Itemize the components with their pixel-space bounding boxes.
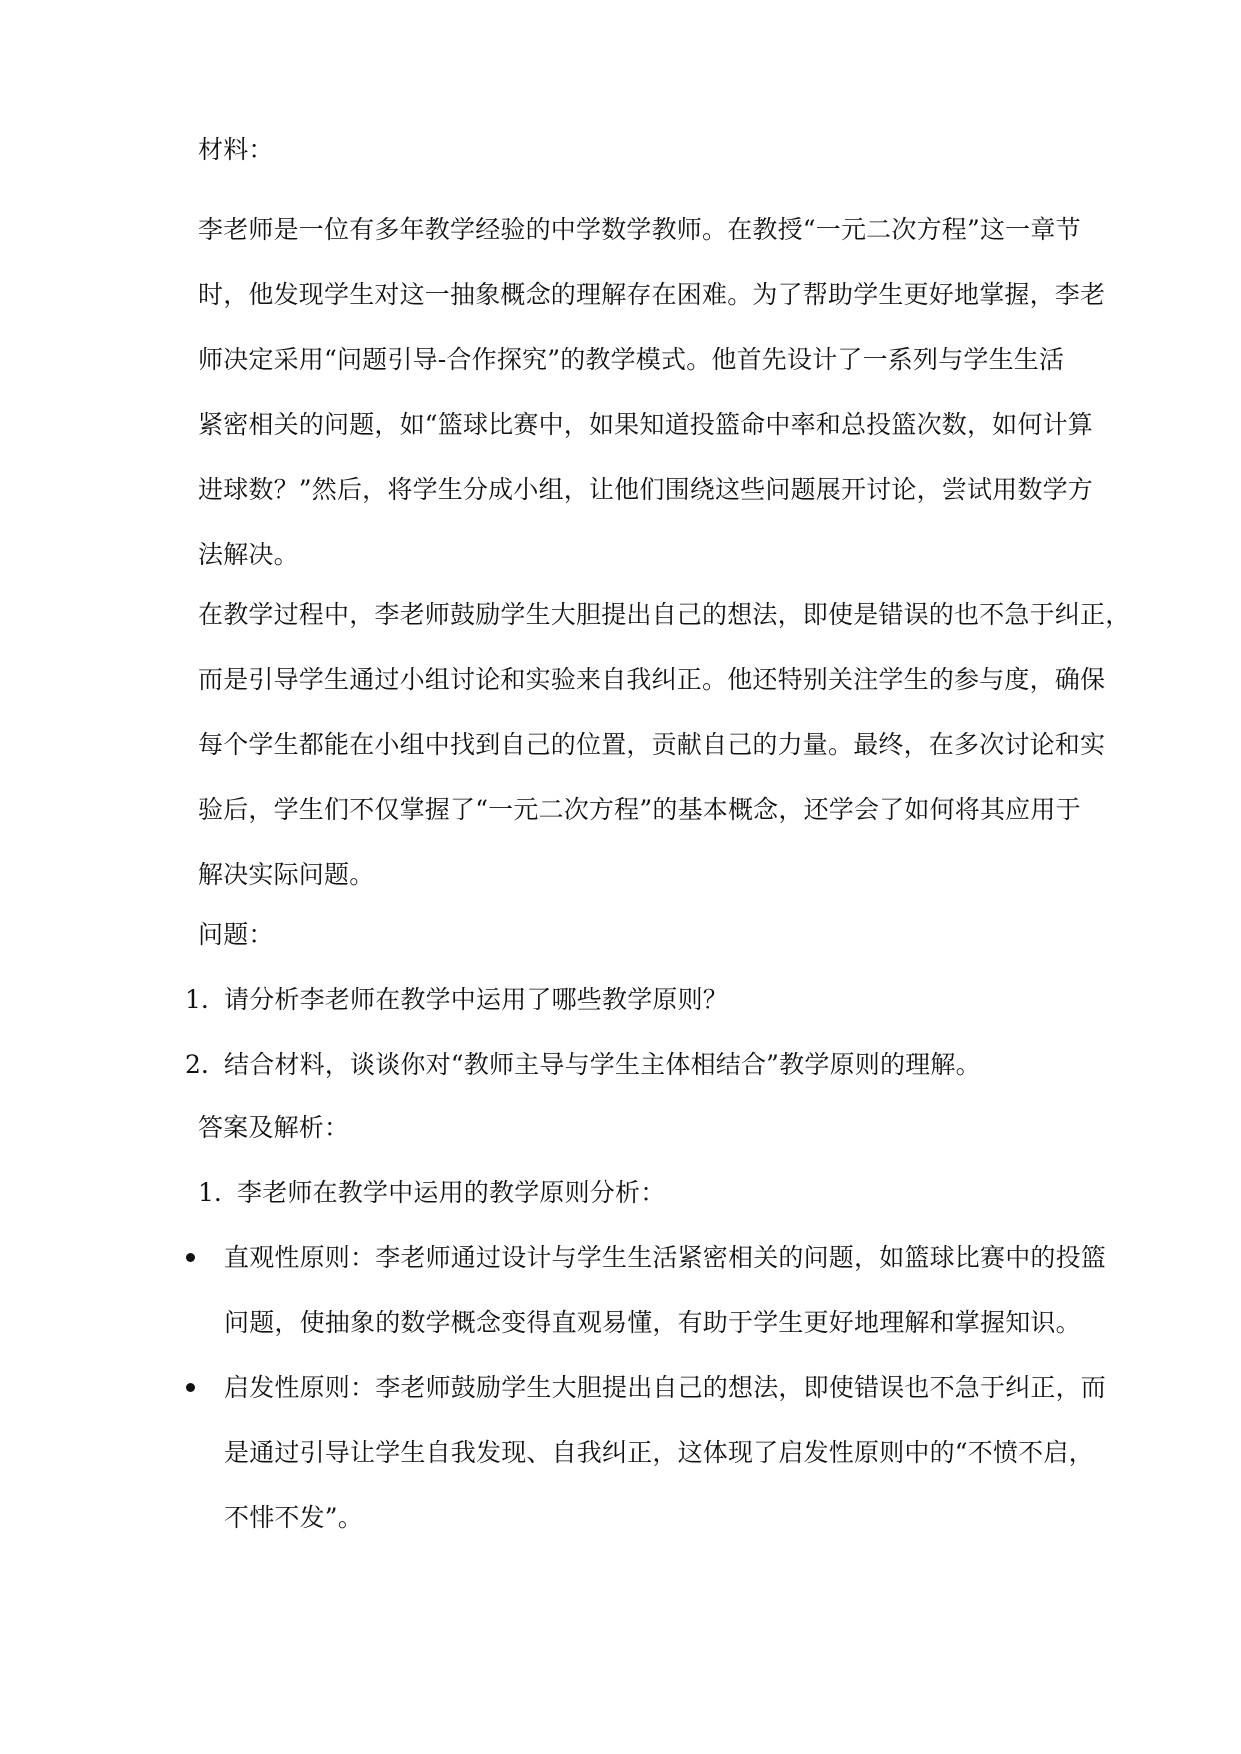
material-p1-line-5: 进球数？”然后，将学生分成小组，让他们围绕这些问题展开讨论，尝试用数学方 (198, 475, 1093, 504)
material-p1-line-3: 师决定采用“问题引导-合作探究”的教学模式。他首先设计了一系列与学生生活 (198, 345, 1065, 374)
question-1-number: 1. (185, 985, 209, 1014)
material-p2-line-3: 每个学生都能在小组中找到自己的位置，贡献自己的力量。最终，在多次讨论和实 (198, 730, 1106, 759)
question-2-text: 结合材料，谈谈你对“教师主导与学生主体相结合”教学原则的理解。 (224, 1050, 981, 1079)
bullet-icon (186, 1383, 195, 1392)
material-p2-line-1: 在教学过程中，李老师鼓励学生大胆提出自己的想法，即使是错误的也不急于纠正， (198, 600, 1131, 629)
material-p1-line-4: 紧密相关的问题，如“篮球比赛中，如果知道投篮命中率和总投篮次数，如何计算 (198, 410, 1093, 439)
material-p2-line-4: 验后，学生们不仅掌握了“一元二次方程”的基本概念，还学会了如何将其应用于 (198, 795, 1081, 824)
question-2-number: 2. (185, 1050, 209, 1079)
questions-label: 问题： (198, 920, 274, 949)
material-p1-line-6: 法解决。 (198, 540, 299, 569)
principle-2-line-3: 不悱不发”。 (224, 1503, 363, 1532)
principle-2-line-1: 启发性原则：李老师鼓励学生大胆提出自己的想法，即使错误也不急于纠正，而 (224, 1373, 1107, 1402)
material-p2-line-5: 解决实际问题。 (198, 860, 375, 889)
material-p1-line-2: 时，他发现学生对这一抽象概念的理解存在困难。为了帮助学生更好地掌握，李老 (198, 280, 1106, 309)
principle-1-line-1: 直观性原则：李老师通过设计与学生生活紧密相关的问题，如篮球比赛中的投篮 (224, 1243, 1107, 1272)
principle-2-line-2: 是通过引导让学生自我发现、自我纠正，这体现了启发性原则中的“不愤不启， (224, 1438, 1094, 1467)
answer-heading-number: 1. (198, 1178, 222, 1207)
answer-label: 答案及解析： (198, 1113, 350, 1142)
material-p2-line-2: 而是引导学生通过小组讨论和实验来自我纠正。他还特别关注学生的参与度，确保 (198, 665, 1106, 694)
material-label: 材料： (198, 135, 274, 164)
question-1-text: 请分析李老师在教学中运用了哪些教学原则？ (224, 985, 729, 1014)
principle-1-line-2: 问题，使抽象的数学概念变得直观易懂，有助于学生更好地理解和掌握知识。 (224, 1308, 1081, 1337)
bullet-icon (186, 1253, 195, 1262)
material-p1-line-1: 李老师是一位有多年教学经验的中学数学教师。在教授“一元二次方程”这一章节 (198, 215, 1081, 244)
answer-heading-text: 李老师在教学中运用的教学原则分析： (237, 1178, 666, 1207)
